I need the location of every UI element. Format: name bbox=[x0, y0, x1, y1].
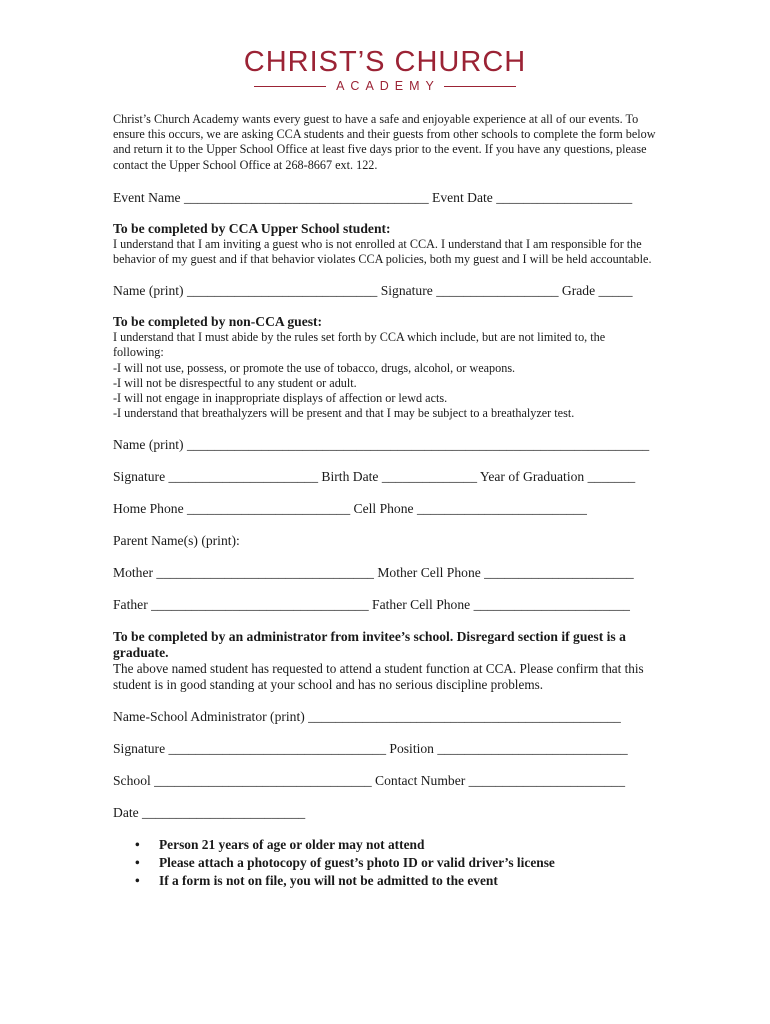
admin-section-heading: To be completed by an administrator from invitee’s school. Disregard section if guest is a graduate. bbox=[113, 629, 626, 661]
student-agreement-text: I understand that I am inviting a guest who is not enrolled at CCA. I understand that I am responsible for the behavior of my guest and if that behavior violates CCA policies, both my guest and I will be held accountable. bbox=[113, 236, 652, 267]
admin-signature-line: Signature ________________________________ Position ____________________________ bbox=[113, 741, 628, 757]
father-line: Father ________________________________ Father Cell Phone _______________________ bbox=[113, 597, 630, 613]
guest-agreement-intro: I understand that I must abide by the rules set forth by CCA which include, but are not limited to, the following: bbox=[113, 330, 606, 360]
guest-signature-line: Signature ______________________ Birth Date ______________ Year of Graduation _______ bbox=[113, 469, 636, 485]
guest-rule: -I will not engage in inappropriate displays of affection or lewd acts. bbox=[113, 391, 448, 406]
notes-list bbox=[113, 836, 658, 889]
mother-line: Mother ________________________________ Mother Cell Phone ______________________ bbox=[113, 565, 634, 581]
student-section-heading: To be completed by CCA Upper School student: bbox=[113, 220, 391, 236]
form-content bbox=[113, 112, 658, 889]
student-name-line: Name (print) ____________________________ Signature __________________ Grade _____ bbox=[113, 283, 633, 299]
logo-rule-right bbox=[444, 86, 516, 87]
guest-rule: -I will not use, possess, or promote the use of tobacco, drugs, alcohol, or weapons. bbox=[113, 360, 516, 375]
list-item: • If a form is not on file, you will not be admitted to the event bbox=[135, 872, 498, 888]
guest-section-heading: To be completed by non-CCA guest: bbox=[113, 314, 323, 330]
list-item: • Please attach a photocopy of guest’s photo ID or valid driver’s license bbox=[135, 855, 555, 871]
academy-logo bbox=[0, 46, 770, 94]
guest-phone-line: Home Phone ________________________ Cell Phone _________________________ bbox=[113, 501, 587, 517]
admin-school-line: School ________________________________ Contact Number _______________________ bbox=[113, 773, 626, 789]
bullet-icon: • bbox=[135, 872, 140, 888]
logo-subtitle-row bbox=[0, 78, 770, 94]
list-item: • Person 21 years of age or older may not attend bbox=[135, 837, 425, 853]
parent-names-label: Parent Name(s) (print): bbox=[113, 533, 240, 549]
event-line: Event Name ____________________________________ Event Date ____________________ bbox=[113, 189, 633, 205]
guest-rule: -I understand that breathalyzers will be present and that I may be subject to a breathalyzer test. bbox=[113, 406, 575, 421]
guest-rule: -I will not be disrespectful to any student or adult. bbox=[113, 375, 357, 390]
bullet-icon: • bbox=[135, 855, 140, 871]
admin-name-line: Name-School Administrator (print) ______________________________________________ bbox=[113, 709, 621, 725]
logo-subtitle: ACADEMY bbox=[336, 79, 440, 93]
bullet-icon: • bbox=[135, 837, 140, 853]
admin-confirmation-text: The above named student has requested to attend a student function at CCA. Please confirm that this student is in good standing at your school and has no serious discipline problems. bbox=[113, 661, 644, 693]
logo-rule-left bbox=[254, 86, 326, 87]
guest-name-line: Name (print) ____________________________________________________________________ bbox=[113, 437, 650, 453]
admin-date-line: Date ________________________ bbox=[113, 805, 306, 821]
logo-title: CHRIST’S CHURCH bbox=[243, 46, 527, 78]
intro-paragraph: Christ’s Church Academy wants every guest to have a safe and enjoyable experience at all of our events. To ensure this occurs, we are asking CCA students and their guests from other schools to complete the form below and return it to the Upper School Office at least five days prior to the event. If you have any questions, please contact the Upper School Office at 268-8667 ext. 122. bbox=[113, 112, 656, 172]
